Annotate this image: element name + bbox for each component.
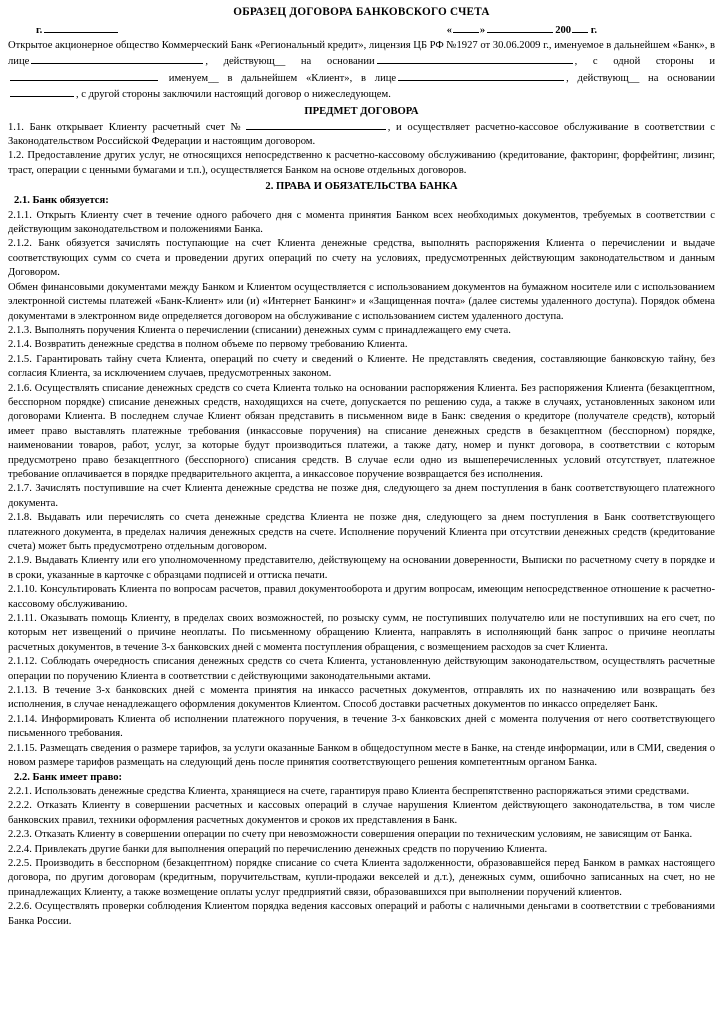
clause-2-1-6: 2.1.6. Осуществлять списание денежных средств со счета Клиента только на основании распоряжения Клиента. Без распоряжения Клиента (безакцептном, бесспорном порядке) списание денежных средств, находящихся на счете, допускается по решению суда, а также в случаях, установленных законом или договорами Клиента. В последнем случае Клиент обязан представить в письменном виде в Банк: сведения о кредиторе (получателе средств), который имеет право выставлять платежные требования (инкассовые поручения) на списание денежных средств в безакцептном (бесспорном) порядке, наименовании товаров, работ, услуг, за которые будут производиться платежи, а также дату, номер и пункт договора, в соответствии с которым предусмотрено право безакцептного (бесспорного) списания средств. В случае если одно из вышеперечисленных условий отсутствует, платежное требование оплачивается в порядке предварительного акцепта, а инкассовое поручение возвращается без исполнения. — [8, 382, 715, 480]
year-blank[interactable] — [572, 22, 588, 33]
place-label: г. — [36, 25, 43, 36]
preamble-part-1: Открытое акционерное общество Коммерческий Банк «Региональный кредит», лицензия ЦБ РФ №1927 от 30.06.2009 г., именуемое в дальнейшем «Банк», в лице — [8, 40, 715, 68]
clause-2-1-5: 2.1.5. Гарантировать тайну счета Клиента, операций по счету и сведений о Клиенте. Не представлять сведения, составляющие банковскую тайну, без согласия Клиента, за исключением случаев, предусмотренных законом. — [8, 353, 715, 380]
clause-1-1 — [8, 119, 715, 150]
clause-2-1-4: 2.1.4. Возвратить денежные средства в полном объеме по первому требованию Клиента. — [8, 339, 408, 351]
place-blank[interactable] — [44, 22, 118, 33]
clause-2-1-12: 2.1.12. Соблюдать очередность списания денежных средств со счета Клиента, установленную действующим законодательством, осуществлять расчетные операции по поручению Клиента в соответствии с действующими законодательными актами. — [8, 656, 715, 682]
page-title: ОБРАЗЕЦ ДОГОВОРА БАНКОВСКОГО СЧЕТА — [233, 6, 490, 18]
quote-open: « — [446, 25, 452, 36]
clause-2-2-4: 2.2.4. Привлекать другие банки для выполнения операций по перечислению денежных средств по поручению Клиента. — [8, 843, 548, 855]
day-blank[interactable] — [453, 22, 479, 33]
date-field — [447, 22, 715, 38]
clause-2-1-15: 2.1.15. Размещать сведения о размере тарифов, за услуги оказанные Банком в общедоступном месте в Банке, на стенде информации, или в СМИ, сведения о новом размере тарифов размещать на следующий день после принятия соответствующего решения компетентным органом Банка. — [8, 742, 715, 769]
year-suffix: г. — [590, 25, 597, 36]
place-field — [8, 22, 120, 38]
clause-2-1-3: 2.1.3. Выполнять поручения Клиента о перечислении (списании) денежных сумм с принадлежащего ему счета. — [8, 324, 511, 336]
client-basis-blank[interactable] — [10, 86, 74, 97]
clause-2-2-5: 2.2.5. Производить в бесспорном (безакцептном) порядке списание со счета Клиента задолженности, образовавшейся перед Банком в рамках настоящего договора, по другим договорам (кредитным, поручительствам, купли-продажи векселей и д.т.), денежных сумм, ошибочно записанных на счет, но не принадлежащих Клиенту, а также возмещение оплаты услуг предприятий связи, образовавшихся при выполнении поручений клиентов. — [8, 857, 715, 898]
clause-2-2-6: 2.2.6. Осуществлять проверки соблюдения Клиентом порядка ведения кассовых операций и работы с наличными деньгами в соответствии с требованиями Банка России. — [8, 901, 715, 927]
section-heading-bank-rights: 2. ПРАВА И ОБЯЗАТЕЛЬСТВА БАНКА — [265, 181, 458, 193]
preamble-paragraph — [8, 39, 715, 103]
preamble-part-5: , действующ__ на основании — [566, 72, 715, 84]
clause-2-1-1: 2.1.1. Открыть Клиенту счет в течение одного рабочего дня с момента принятия Банком всех необходимых документов, требуемых в соответствии с действующим законодательством и положениями Банка. — [8, 209, 715, 236]
subheading-bank-obligations: 2.1. Банк обязуется: — [14, 195, 109, 207]
clause-1-1-text-after: , и осуществляет расчетно-кассовое обслуживание в соответствии с Законодательством Российской Федерации и настоящим договором. — [8, 121, 715, 148]
clause-1-1-text-before: 1.1. Банк открывает Клиенту расчетный счет № — [8, 121, 244, 133]
clause-2-1-2: 2.1.2. Банк обязуется зачислять поступающие на счет Клиента денежные средства, выполнять распоряжения Клиента о перечислении и выдаче соответствующих сумм со счета и проведении других операций по счету на условиях, предусмотренных действующим законодательством и данным Договором. — [8, 238, 715, 279]
clause-2-1-9: 2.1.9. Выдавать Клиенту или его уполномоченному представителю, действующему на основании доверенности, Выписки по расчетному счету в порядке и в сроки, указанные в карточке с образцами подписей и оттиска печати. — [8, 555, 715, 581]
place-date-row — [8, 22, 715, 38]
clause-2-2-1: 2.2.1. Использовать денежные средства Клиента, хранящиеся на счете, гарантируя право Клиента беспрепятственно распоряжаться этими средствами. — [8, 785, 690, 797]
month-blank[interactable] — [487, 22, 553, 33]
clause-2-2-3: 2.2.3. Отказать Клиенту в совершении операции по счету при невозможности совершения операции по техническим условиям, не зависящим от Банка. — [8, 829, 693, 841]
account-number-blank[interactable] — [246, 119, 386, 130]
preamble-part-2: , действующ__ на основании — [205, 56, 375, 68]
clause-2-1-8: 2.1.8. Выдавать или перечислять со счета денежные средства Клиента не позже дня, следующего за днем поступления в Банк соответствующего платежного документа, в пределах наличия денежных средств на счете. Исполнение поручений Клиента при отсутствии денежных средств (кредитование счета) может быть предусмотрено отдельным договором. — [8, 512, 715, 552]
clause-2-2-2: 2.2.2. Отказать Клиенту в совершении расчетных и кассовых операций в случае нарушения Клиентом действующего законодательства, в том числе банковских правил, техники оформления расчетных документов и сроков их представления в Банк. — [8, 800, 715, 826]
subheading-bank-rights: 2.2. Банк имеет право: — [14, 771, 123, 783]
clause-2-1-7: 2.1.7. Зачислять поступившие на счет Клиента денежные средства не позже дня, следующего за днем поступления в банк соответствующего платежного документа. — [8, 483, 715, 509]
preamble-part-6: , с другой стороны заключили настоящий договор о нижеследующем. — [76, 89, 391, 101]
client-representative-blank[interactable] — [398, 70, 564, 81]
client-name-blank[interactable] — [10, 70, 158, 81]
clause-2-1-10: 2.1.10. Консультировать Клиента по вопросам расчетов, правил документооборота и другим вопросам, имеющим непосредственное отношение к расчетно-кассовому обслуживанию. — [8, 584, 715, 610]
clause-2-1-14: 2.1.14. Информировать Клиента об исполнении платежного поручения, в течение 3-х банковских дней с момента получения от него соответствующего письменного требования. — [8, 713, 715, 740]
preamble-part-4: именуем__ в дальнейшем «Клиент», в лице — [168, 72, 397, 84]
bank-basis-blank[interactable] — [377, 53, 573, 64]
bank-representative-blank[interactable] — [31, 53, 203, 64]
quote-close: » — [479, 25, 486, 36]
year-prefix: 200 — [555, 25, 572, 36]
clause-2-1-11: 2.1.11. Оказывать помощь Клиенту, в пределах своих возможностей, по розыску сумм, не поступивших получателю или не поступивших на его счет, по которым нет извещений о причине неоплаты. По письменному обращению Клиента, направлять в исполняющий банк запрос о причине неоплаты расчетных документов, в течение 3-х банковских дней с момента поступления обращения, с возмещением расходов за счет Клиента. — [8, 613, 715, 653]
clause-2-1-13: 2.1.13. В течение 3-х банковских дней с момента принятия на инкассо расчетных документов, отправлять их по назначению или возвращать без исполнения, в случае ненадлежащего оформления документов Клиентом. Способ доставки расчетных документов по инкассо определяет Банк. — [8, 685, 715, 711]
section-heading-subject: ПРЕДМЕТ ДОГОВОРА — [304, 105, 419, 117]
clause-1-2: 1.2. Предоставление других услуг, не относящихся непосредственно к расчетно-кассовому обслуживанию (кредитование, факторинг, форфейтинг, лизинг, траст, операции с ценными бумагами и т.п.), осуществляется Банком на основе отдельных договоров. — [8, 150, 715, 176]
clause-2-1-2-exchange: Обмен финансовыми документами между Банком и Клиентом осуществляется с использованием документов на бумажном носителе или с использованием электронной системы платежей «Банк-Клиент» или (и) «Интернет Банкинг» и «Защищенная почта» (далее системы удаленного доступа). Порядок обмена документами в электронном виде определяется договором на обслуживание с использованием систем удаленного доступа. — [8, 281, 715, 322]
preamble-part-3: , с одной стороны и — [574, 56, 716, 68]
